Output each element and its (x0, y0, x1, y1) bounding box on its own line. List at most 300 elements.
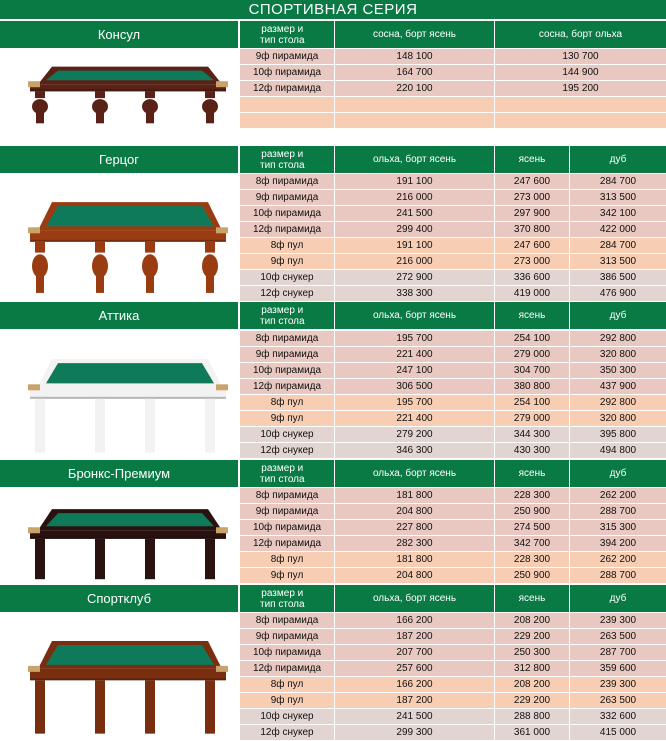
table-row (240, 113, 666, 129)
cell-separator (569, 238, 570, 253)
table-row (240, 488, 666, 504)
cell-separator (494, 65, 495, 80)
cell-separator (494, 395, 495, 410)
column-header: ольха, борт ясень (335, 585, 494, 612)
column-header: ясень (495, 460, 569, 487)
price-cell: 216 000 (396, 256, 433, 267)
price-cell: 306 500 (396, 381, 433, 392)
price-cell: 191 100 (396, 176, 433, 187)
cell-separator (494, 286, 495, 301)
billiard-table-cherry-wood-icon (0, 174, 238, 302)
table-size-type: 9ф пул (270, 570, 304, 581)
cell-separator (569, 693, 570, 708)
billiard-table-brown-icon (0, 613, 238, 740)
cell-separator (569, 190, 570, 205)
price-cell: 254 100 (513, 333, 551, 344)
table-row (240, 504, 666, 520)
column-header: размер и тип стола (240, 585, 334, 612)
table-row (240, 286, 666, 302)
column-header: дуб (570, 585, 666, 612)
cell-separator (494, 113, 495, 128)
cell-separator (494, 536, 495, 551)
cell-separator (569, 206, 570, 221)
cell-separator (334, 363, 335, 378)
price-cell: 361 000 (513, 727, 551, 738)
cell-separator (494, 613, 495, 628)
price-cell: 288 700 (599, 570, 637, 581)
table-size-type: 9ф пул (270, 413, 304, 424)
table-size-type: 10ф пирамида (252, 647, 322, 658)
table-size-type: 9ф пул (270, 695, 304, 706)
cell-separator (334, 629, 335, 644)
price-cell: 342 100 (599, 208, 637, 219)
cell-separator (569, 568, 570, 583)
cell-separator (334, 270, 335, 285)
price-cell: 228 300 (513, 554, 551, 565)
price-cell: 239 300 (599, 679, 637, 690)
table-size-type: 8ф пул (270, 397, 304, 408)
cell-separator (569, 411, 570, 426)
table-row (240, 427, 666, 443)
price-cell: 207 700 (396, 647, 433, 658)
cell-separator (494, 629, 495, 644)
billiard-table-black-icon (0, 488, 238, 584)
cell-separator (334, 568, 335, 583)
price-cell: 422 000 (599, 224, 637, 235)
price-cell: 437 900 (599, 381, 637, 392)
cell-separator (494, 709, 495, 724)
price-cell: 284 700 (599, 176, 637, 187)
column-header: ясень (495, 146, 569, 173)
table-row (240, 536, 666, 552)
section-title: Бронкс-Премиум (0, 460, 238, 487)
cell-separator (494, 725, 495, 740)
price-cell: 494 800 (599, 445, 637, 456)
table-row (240, 174, 666, 190)
price-cell: 338 300 (396, 288, 433, 299)
cell-separator (334, 645, 335, 660)
cell-separator (334, 613, 335, 628)
cell-separator (569, 222, 570, 237)
cell-separator (569, 363, 570, 378)
cell-separator (334, 379, 335, 394)
table-size-type: 8ф пирамида (255, 615, 319, 626)
price-cell: 313 500 (599, 256, 637, 267)
price-cell: 415 000 (599, 727, 637, 738)
cell-separator (494, 568, 495, 583)
column-header: ольха, борт ясень (335, 460, 494, 487)
cell-separator (334, 238, 335, 253)
cell-separator (334, 677, 335, 692)
cell-separator (494, 411, 495, 426)
table-size-type: 9ф пирамида (255, 349, 319, 360)
cell-separator (569, 504, 570, 519)
table-size-type: 10ф снукер (260, 711, 314, 722)
price-cell: 250 900 (513, 506, 551, 517)
table-size-type: 8ф пирамида (255, 490, 319, 501)
price-cell: 394 200 (599, 538, 637, 549)
cell-separator (334, 520, 335, 535)
cell-separator (494, 81, 495, 96)
price-cell (495, 97, 666, 112)
price-cell: 257 600 (396, 663, 433, 674)
cell-separator (334, 49, 335, 64)
section-4 (0, 460, 666, 584)
section-3 (0, 302, 666, 459)
price-cell: 279 000 (513, 349, 551, 360)
price-cell: 370 800 (513, 224, 551, 235)
page-title: СПОРТИВНАЯ СЕРИЯ (0, 0, 666, 19)
table-row (240, 206, 666, 222)
table-size-type: 8ф пул (270, 554, 304, 565)
billiard-table-dark-wood-icon (0, 49, 238, 129)
table-size-type: 8ф пул (270, 679, 304, 690)
table-size-type: 10ф снукер (260, 272, 314, 283)
cell-separator (569, 379, 570, 394)
cell-separator (494, 206, 495, 221)
cell-separator (569, 536, 570, 551)
table-size-type: 8ф пирамида (255, 333, 319, 344)
table-row (240, 645, 666, 661)
cell-separator (334, 286, 335, 301)
price-cell: 282 300 (396, 538, 433, 549)
cell-separator (494, 520, 495, 535)
price-cell: 313 500 (599, 192, 637, 203)
cell-separator (569, 520, 570, 535)
price-cell: 221 400 (396, 413, 433, 424)
price-cell: 254 100 (513, 397, 551, 408)
cell-separator (494, 677, 495, 692)
price-cell: 272 900 (396, 272, 433, 283)
cell-separator (494, 379, 495, 394)
price-cell: 187 200 (396, 631, 433, 642)
price-cell: 273 000 (513, 256, 551, 267)
table-size-type: 12ф снукер (260, 727, 314, 738)
table-size-type: 12ф снукер (260, 288, 314, 299)
cell-separator (334, 97, 335, 112)
row-divider (240, 583, 666, 584)
cell-separator (569, 254, 570, 269)
table-size-type: 10ф пирамида (252, 208, 322, 219)
cell-separator (334, 488, 335, 503)
cell-separator (334, 709, 335, 724)
price-cell: 204 800 (396, 570, 433, 581)
cell-separator (569, 270, 570, 285)
table-size-type: 9ф пирамида (255, 631, 319, 642)
column-header: размер и тип стола (240, 302, 334, 329)
price-cell: 263 500 (599, 631, 637, 642)
cell-separator (569, 331, 570, 346)
price-cell (335, 97, 494, 112)
cell-separator (569, 552, 570, 567)
price-cell: 304 700 (513, 365, 551, 376)
table-size-type: 12ф снукер (260, 445, 314, 456)
cell-separator (334, 536, 335, 551)
cell-separator (494, 363, 495, 378)
table-size-type: 9ф пул (270, 256, 304, 267)
column-header: дуб (570, 302, 666, 329)
table-row (240, 270, 666, 286)
cell-separator (569, 427, 570, 442)
price-cell: 274 500 (513, 522, 551, 533)
table-row (240, 677, 666, 693)
table-row (240, 552, 666, 568)
column-header: дуб (570, 146, 666, 173)
cell-separator (569, 347, 570, 362)
price-cell: 241 500 (396, 711, 433, 722)
cell-separator (494, 504, 495, 519)
column-header: размер и тип стола (240, 146, 334, 173)
column-header: ясень (495, 585, 569, 612)
cell-separator (334, 113, 335, 128)
cell-separator (494, 427, 495, 442)
price-cell: 247 600 (513, 176, 551, 187)
table-size-type: 10ф снукер (260, 429, 314, 440)
table-row (240, 190, 666, 206)
cell-separator (569, 725, 570, 740)
cell-separator (494, 97, 495, 112)
table-row (240, 613, 666, 629)
price-cell: 216 000 (396, 192, 433, 203)
price-cell: 187 200 (396, 695, 433, 706)
price-cell: 315 300 (599, 522, 637, 533)
table-row (240, 568, 666, 584)
table-size-type: 12ф пирамида (252, 224, 322, 235)
price-cell: 250 900 (513, 570, 551, 581)
table-size-type: 9ф пирамида (255, 51, 319, 62)
table-row (240, 347, 666, 363)
cell-separator (334, 174, 335, 189)
section-5 (0, 585, 666, 740)
price-cell: 288 800 (513, 711, 551, 722)
cell-separator (334, 725, 335, 740)
price-cell: 359 600 (599, 663, 637, 674)
price-cell: 344 300 (513, 429, 551, 440)
cell-separator (569, 613, 570, 628)
price-cell: 247 100 (396, 365, 433, 376)
cell-separator (334, 81, 335, 96)
price-cell: 386 500 (599, 272, 637, 283)
table-size-type: 12ф пирамида (252, 663, 322, 674)
table-row (240, 254, 666, 270)
cell-separator (334, 552, 335, 567)
table-size-type: 12ф пирамида (252, 381, 322, 392)
table-row (240, 81, 666, 97)
cell-separator (494, 693, 495, 708)
cell-separator (569, 661, 570, 676)
cell-separator (334, 395, 335, 410)
price-cell (335, 113, 494, 128)
cell-separator (494, 661, 495, 676)
price-cell: 262 200 (599, 554, 637, 565)
price-cell: 346 300 (396, 445, 433, 456)
cell-separator (334, 331, 335, 346)
table-row (240, 331, 666, 347)
price-cell: 312 800 (513, 663, 551, 674)
price-cell: 204 800 (396, 506, 433, 517)
cell-separator (494, 174, 495, 189)
price-cell: 208 200 (513, 615, 551, 626)
cell-separator (494, 49, 495, 64)
price-cell: 166 200 (396, 679, 433, 690)
table-size-type: 12ф пирамида (252, 83, 322, 94)
table-size-type: 8ф пул (270, 240, 304, 251)
price-cell: 228 300 (513, 490, 551, 501)
price-cell: 263 500 (599, 695, 637, 706)
table-row (240, 709, 666, 725)
table-size-type: 9ф пирамида (255, 506, 319, 517)
price-cell: 395 800 (599, 429, 637, 440)
price-cell: 320 800 (599, 413, 637, 424)
cell-separator (494, 552, 495, 567)
cell-separator (569, 443, 570, 458)
price-cell: 250 300 (513, 647, 551, 658)
cell-separator (334, 254, 335, 269)
table-row (240, 379, 666, 395)
cell-separator (334, 190, 335, 205)
section-title: Спортклуб (0, 585, 238, 612)
column-header: размер и тип стола (240, 460, 334, 487)
price-cell: 332 600 (599, 711, 637, 722)
column-header: сосна, борт ольха (495, 21, 666, 48)
table-row (240, 238, 666, 254)
row-divider (240, 128, 666, 129)
table-size-type (240, 113, 334, 128)
cell-separator (569, 286, 570, 301)
price-cell: 419 000 (513, 288, 551, 299)
cell-separator (334, 693, 335, 708)
cell-separator (569, 488, 570, 503)
price-cell: 279 200 (396, 429, 433, 440)
cell-separator (569, 645, 570, 660)
price-cell: 195 200 (562, 83, 599, 94)
price-cell: 241 500 (396, 208, 433, 219)
price-cell (495, 113, 666, 128)
cell-separator (494, 270, 495, 285)
cell-separator (569, 174, 570, 189)
price-cell: 292 800 (599, 397, 637, 408)
cell-separator (569, 629, 570, 644)
price-cell: 262 200 (599, 490, 637, 501)
section-title: Герцог (0, 146, 238, 173)
billiard-table-white-icon (0, 331, 238, 459)
price-cell: 342 700 (513, 538, 551, 549)
table-row (240, 97, 666, 113)
price-cell: 239 300 (599, 615, 637, 626)
cell-separator (494, 238, 495, 253)
table-row (240, 411, 666, 427)
cell-separator (334, 411, 335, 426)
section-title: Аттика (0, 302, 238, 329)
cell-separator (569, 709, 570, 724)
price-cell: 380 800 (513, 381, 551, 392)
cell-separator (494, 488, 495, 503)
price-cell: 273 000 (513, 192, 551, 203)
price-cell: 208 200 (513, 679, 551, 690)
price-cell: 336 600 (513, 272, 551, 283)
cell-separator (569, 395, 570, 410)
table-row (240, 520, 666, 536)
cell-separator (494, 443, 495, 458)
price-cell: 164 700 (396, 67, 433, 78)
table-row (240, 661, 666, 677)
cell-separator (494, 347, 495, 362)
table-row (240, 363, 666, 379)
price-cell: 195 700 (396, 333, 433, 344)
column-header: сосна, борт ясень (335, 21, 494, 48)
cell-separator (334, 222, 335, 237)
price-cell: 297 900 (513, 208, 551, 219)
cell-separator (334, 427, 335, 442)
table-size-type: 12ф пирамида (252, 538, 322, 549)
table-row (240, 725, 666, 741)
price-cell: 292 800 (599, 333, 637, 344)
section-1 (0, 21, 666, 129)
cell-separator (334, 65, 335, 80)
column-header: ольха, борт ясень (335, 302, 494, 329)
price-cell: 148 100 (396, 51, 433, 62)
table-row (240, 693, 666, 709)
column-header: ольха, борт ясень (335, 146, 494, 173)
section-2 (0, 146, 666, 302)
price-cell: 284 700 (599, 240, 637, 251)
price-cell: 221 400 (396, 349, 433, 360)
table-row (240, 629, 666, 645)
price-cell: 288 700 (599, 506, 637, 517)
price-cell: 229 200 (513, 695, 551, 706)
price-cell: 229 200 (513, 631, 551, 642)
price-cell: 299 300 (396, 727, 433, 738)
price-cell: 144 900 (562, 67, 599, 78)
price-cell: 320 800 (599, 349, 637, 360)
table-row (240, 395, 666, 411)
price-cell: 191 100 (396, 240, 433, 251)
table-size-type: 8ф пирамида (255, 176, 319, 187)
price-cell: 279 000 (513, 413, 551, 424)
table-row (240, 222, 666, 238)
price-cell: 247 600 (513, 240, 551, 251)
table-size-type: 10ф пирамида (252, 365, 322, 376)
cell-separator (334, 661, 335, 676)
cell-separator (334, 347, 335, 362)
cell-separator (494, 331, 495, 346)
cell-separator (569, 677, 570, 692)
price-cell: 220 100 (396, 83, 433, 94)
price-cell: 227 800 (396, 522, 433, 533)
cell-separator (494, 254, 495, 269)
cell-separator (334, 206, 335, 221)
cell-separator (334, 504, 335, 519)
cell-separator (334, 443, 335, 458)
price-cell: 195 700 (396, 397, 433, 408)
price-cell: 166 200 (396, 615, 433, 626)
cell-separator (494, 190, 495, 205)
cell-separator (494, 222, 495, 237)
price-cell: 287 700 (599, 647, 637, 658)
row-divider (240, 458, 666, 459)
price-cell: 350 300 (599, 365, 637, 376)
section-title: Консул (0, 21, 238, 48)
table-row (240, 65, 666, 81)
column-header: дуб (570, 460, 666, 487)
table-row (240, 443, 666, 459)
price-cell: 130 700 (562, 51, 599, 62)
table-size-type: 10ф пирамида (252, 67, 322, 78)
cell-separator (494, 645, 495, 660)
price-cell: 430 300 (513, 445, 551, 456)
table-size-type: 10ф пирамида (252, 522, 322, 533)
table-size-type: 9ф пирамида (255, 192, 319, 203)
